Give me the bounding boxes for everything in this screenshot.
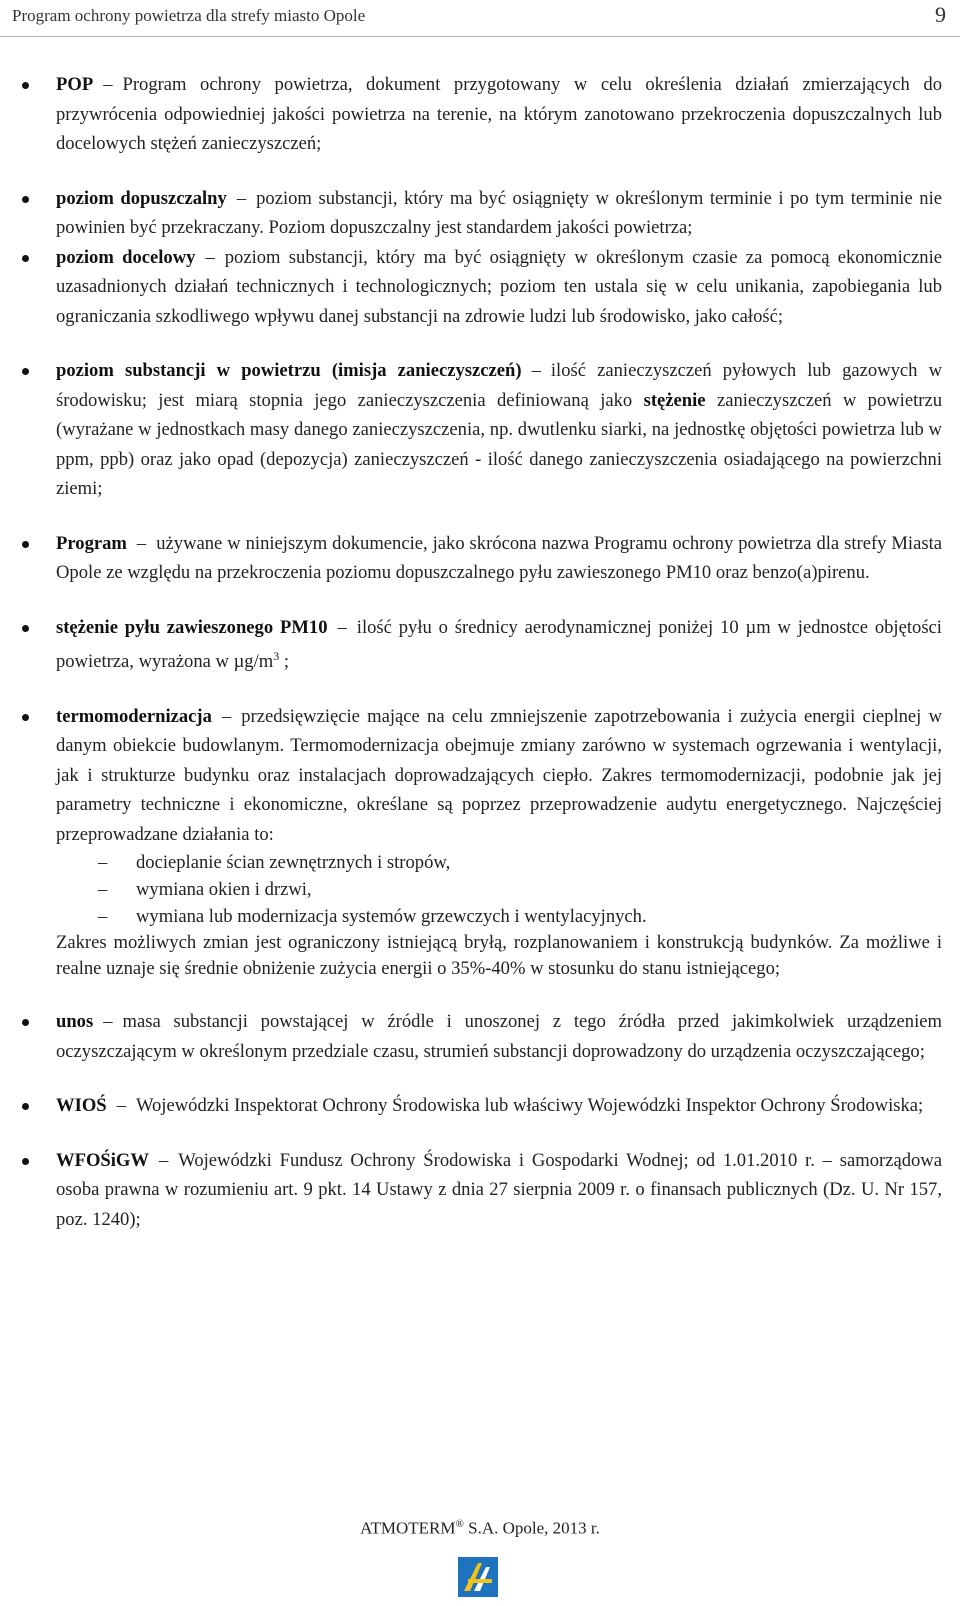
dash: – bbox=[205, 246, 215, 268]
header-title: Program ochrony powietrza dla strefy miasto Opole bbox=[12, 6, 366, 25]
bullet-icon bbox=[22, 82, 29, 89]
list-item bbox=[0, 184, 960, 243]
footer-text: S.A. Opole, 2013 r. bbox=[468, 1518, 600, 1538]
definition: ilość zanieczyszczeń pyłowych lub gazowych w środowisku; jest miarą stopnia jego zanieczyszczenia definiowaną jako bbox=[56, 360, 942, 411]
dash: – bbox=[103, 1011, 113, 1033]
definition-cont: zanieczyszczeń w powietrzu (wyrażane w jednostkach masy danego zanieczyszczenia, np. dwutlenku siarki, na jednostkę objętości powietrza lub w ppm, ppb) oraz jako opad (depozycja) zanieczyszczeń - ilość danego zanieczyszczenia osiadającego na powierzchni ziemi; bbox=[56, 389, 943, 499]
list-item bbox=[0, 1091, 960, 1121]
bullet-icon bbox=[22, 541, 29, 548]
term: POP bbox=[56, 74, 94, 95]
definition-after: Zakres możliwych zmian jest ograniczony istniejącą bryłą, rozplanowaniem i konstrukcją budynków. Za możliwe i realne uznaje się średnie obniżenie zużycia energii o 35%-40% w stosunku do stanu istniejącego; bbox=[56, 932, 942, 980]
definition: Wojewódzki Inspektorat Ochrony Środowiska lub właściwy Wojewódzki Inspektor Ochrony Środowiska; bbox=[135, 1095, 924, 1117]
page-number: 9 bbox=[935, 2, 946, 27]
sub-item-text: wymiana lub modernizacja systemów grzewczych i wentylacyjnych. bbox=[136, 906, 647, 928]
definitions-list bbox=[0, 70, 960, 1234]
dash: – bbox=[236, 187, 247, 209]
inline-term: stężenie bbox=[643, 389, 706, 411]
page-header bbox=[0, 0, 960, 37]
sub-item-text: wymiana okien i drzwi, bbox=[136, 879, 312, 901]
bullet-icon bbox=[22, 1019, 29, 1026]
bullet-icon bbox=[22, 368, 29, 375]
bullet-icon bbox=[22, 625, 29, 632]
sub-list-item bbox=[56, 876, 942, 903]
term: Program bbox=[56, 532, 127, 554]
definition: masa substancji powstającej w źródle i unoszonej z tego źródła przed jakimkolwiek urządzeniem oczyszczającym w określonym przedziale czasu, strumień substancji doprowadzony do urządzenia oczyszczającego; bbox=[56, 1011, 942, 1062]
term: stężenie pyłu zawieszonego PM10 bbox=[56, 616, 328, 638]
definition: ilość pyłu o średnicy aerodynamicznej poniżej 10 µm w jednostce objętości powietrza, wyrażona w µg/m bbox=[56, 616, 942, 673]
sub-list-item bbox=[56, 849, 942, 876]
sub-item-text: docieplanie ścian zewnętrznych i stropów, bbox=[136, 852, 451, 874]
definition: Program ochrony powietrza, dokument przygotowany w celu określenia działań zmierzających do przywrócenia odpowiedniej jakości powietrza na terenie, na którym zanotowano przekroczenia dopuszczalnych lub docelowych stężeń zanieczyszczeń; bbox=[56, 74, 942, 154]
term: WFOŚiGW bbox=[56, 1149, 149, 1171]
dash: – bbox=[116, 1095, 126, 1117]
term: WIOŚ bbox=[56, 1095, 107, 1117]
list-item bbox=[0, 529, 960, 588]
bullet-icon bbox=[22, 1158, 29, 1165]
list-item bbox=[0, 70, 960, 159]
definition: poziom substancji, który ma być osiągnięty w określonym terminie i po tym terminie nie powinien być przekraczany. Poziom dopuszczalny jest standardem jakości powietrza; bbox=[56, 187, 942, 238]
list-item bbox=[0, 1007, 960, 1066]
dash: – bbox=[221, 705, 232, 727]
sub-dash: – bbox=[98, 879, 108, 901]
superscript: 3 bbox=[273, 649, 280, 663]
bullet-icon bbox=[22, 196, 29, 203]
bullet-icon bbox=[22, 255, 29, 262]
registered-mark: ® bbox=[455, 1518, 464, 1530]
page-footer bbox=[0, 1518, 960, 1539]
dash: – bbox=[337, 616, 347, 638]
list-item bbox=[0, 613, 960, 677]
sub-dash: – bbox=[98, 852, 108, 874]
dash: – bbox=[136, 532, 147, 554]
term: poziom dopuszczalny bbox=[56, 187, 227, 209]
dash: – bbox=[531, 360, 541, 381]
definition: Wojewódzki Fundusz Ochrony Środowiska i Gospodarki Wodnej; od 1.01.2010 r. – samorządowa osoba prawna w rozumieniu art. 9 pkt. 14 Ustawy z dnia 27 sierpnia 2009 r. o finansach publicznych (Dz. U. Nr 157, poz. 1240); bbox=[56, 1149, 942, 1230]
term: poziom substancji w powietrzu (imisja zanieczyszczeń) bbox=[56, 360, 522, 381]
sub-dash: – bbox=[98, 906, 108, 928]
list-item bbox=[0, 702, 960, 983]
term: unos bbox=[56, 1011, 94, 1033]
dash: – bbox=[158, 1149, 169, 1171]
term: poziom docelowy bbox=[56, 246, 196, 268]
dash: – bbox=[103, 74, 113, 95]
definition: przedsięwzięcie mające na celu zmniejszenie zapotrzebowania i zużycia energii cieplnej w danym obiekcie budowlanym. Termomodernizacja obejmuje zmiany zarówno w systemach ogrzewania i wentylacji, jak i strukturze budynku oraz instalacjach doprowadzających ciepło. Zakres termomodernizacji, podobnie jak jej parametry techniczne i ekonomiczne, określane są poprzez przeprowadzenie audytu energetycznego. Najczęściej przeprowadzane działania to: bbox=[56, 705, 942, 845]
list-item bbox=[0, 243, 960, 332]
definition: poziom substancji, który ma być osiągnięty w określonym czasie za pomocą ekonomicznie uzasadnionych działań technicznych i technologicznych; poziom ten ustala się w celu unikania, zapobiegania lub ograniczania szkodliwego wpływu danej substancji na zdrowie ludzi lub środowisko, jako całość; bbox=[56, 246, 942, 327]
footer-company: ATMOTERM bbox=[360, 1518, 456, 1538]
bullet-icon bbox=[22, 1103, 29, 1110]
atmoterm-logo-icon bbox=[458, 1557, 498, 1597]
sub-list-item bbox=[56, 903, 942, 930]
list-item bbox=[0, 356, 960, 504]
term: termomodernizacja bbox=[56, 705, 212, 727]
definition-tail: ; bbox=[283, 651, 290, 673]
bullet-icon bbox=[22, 714, 29, 721]
definition: używane w niniejszym dokumencie, jako skrócona nazwa Programu ochrony powietrza dla strefy Miasta Opole ze względu na przekroczenia poziomu dopuszczalnego pyłu zawieszonego PM10 oraz benzo(a)pirenu. bbox=[56, 532, 942, 583]
list-item bbox=[0, 1146, 960, 1235]
